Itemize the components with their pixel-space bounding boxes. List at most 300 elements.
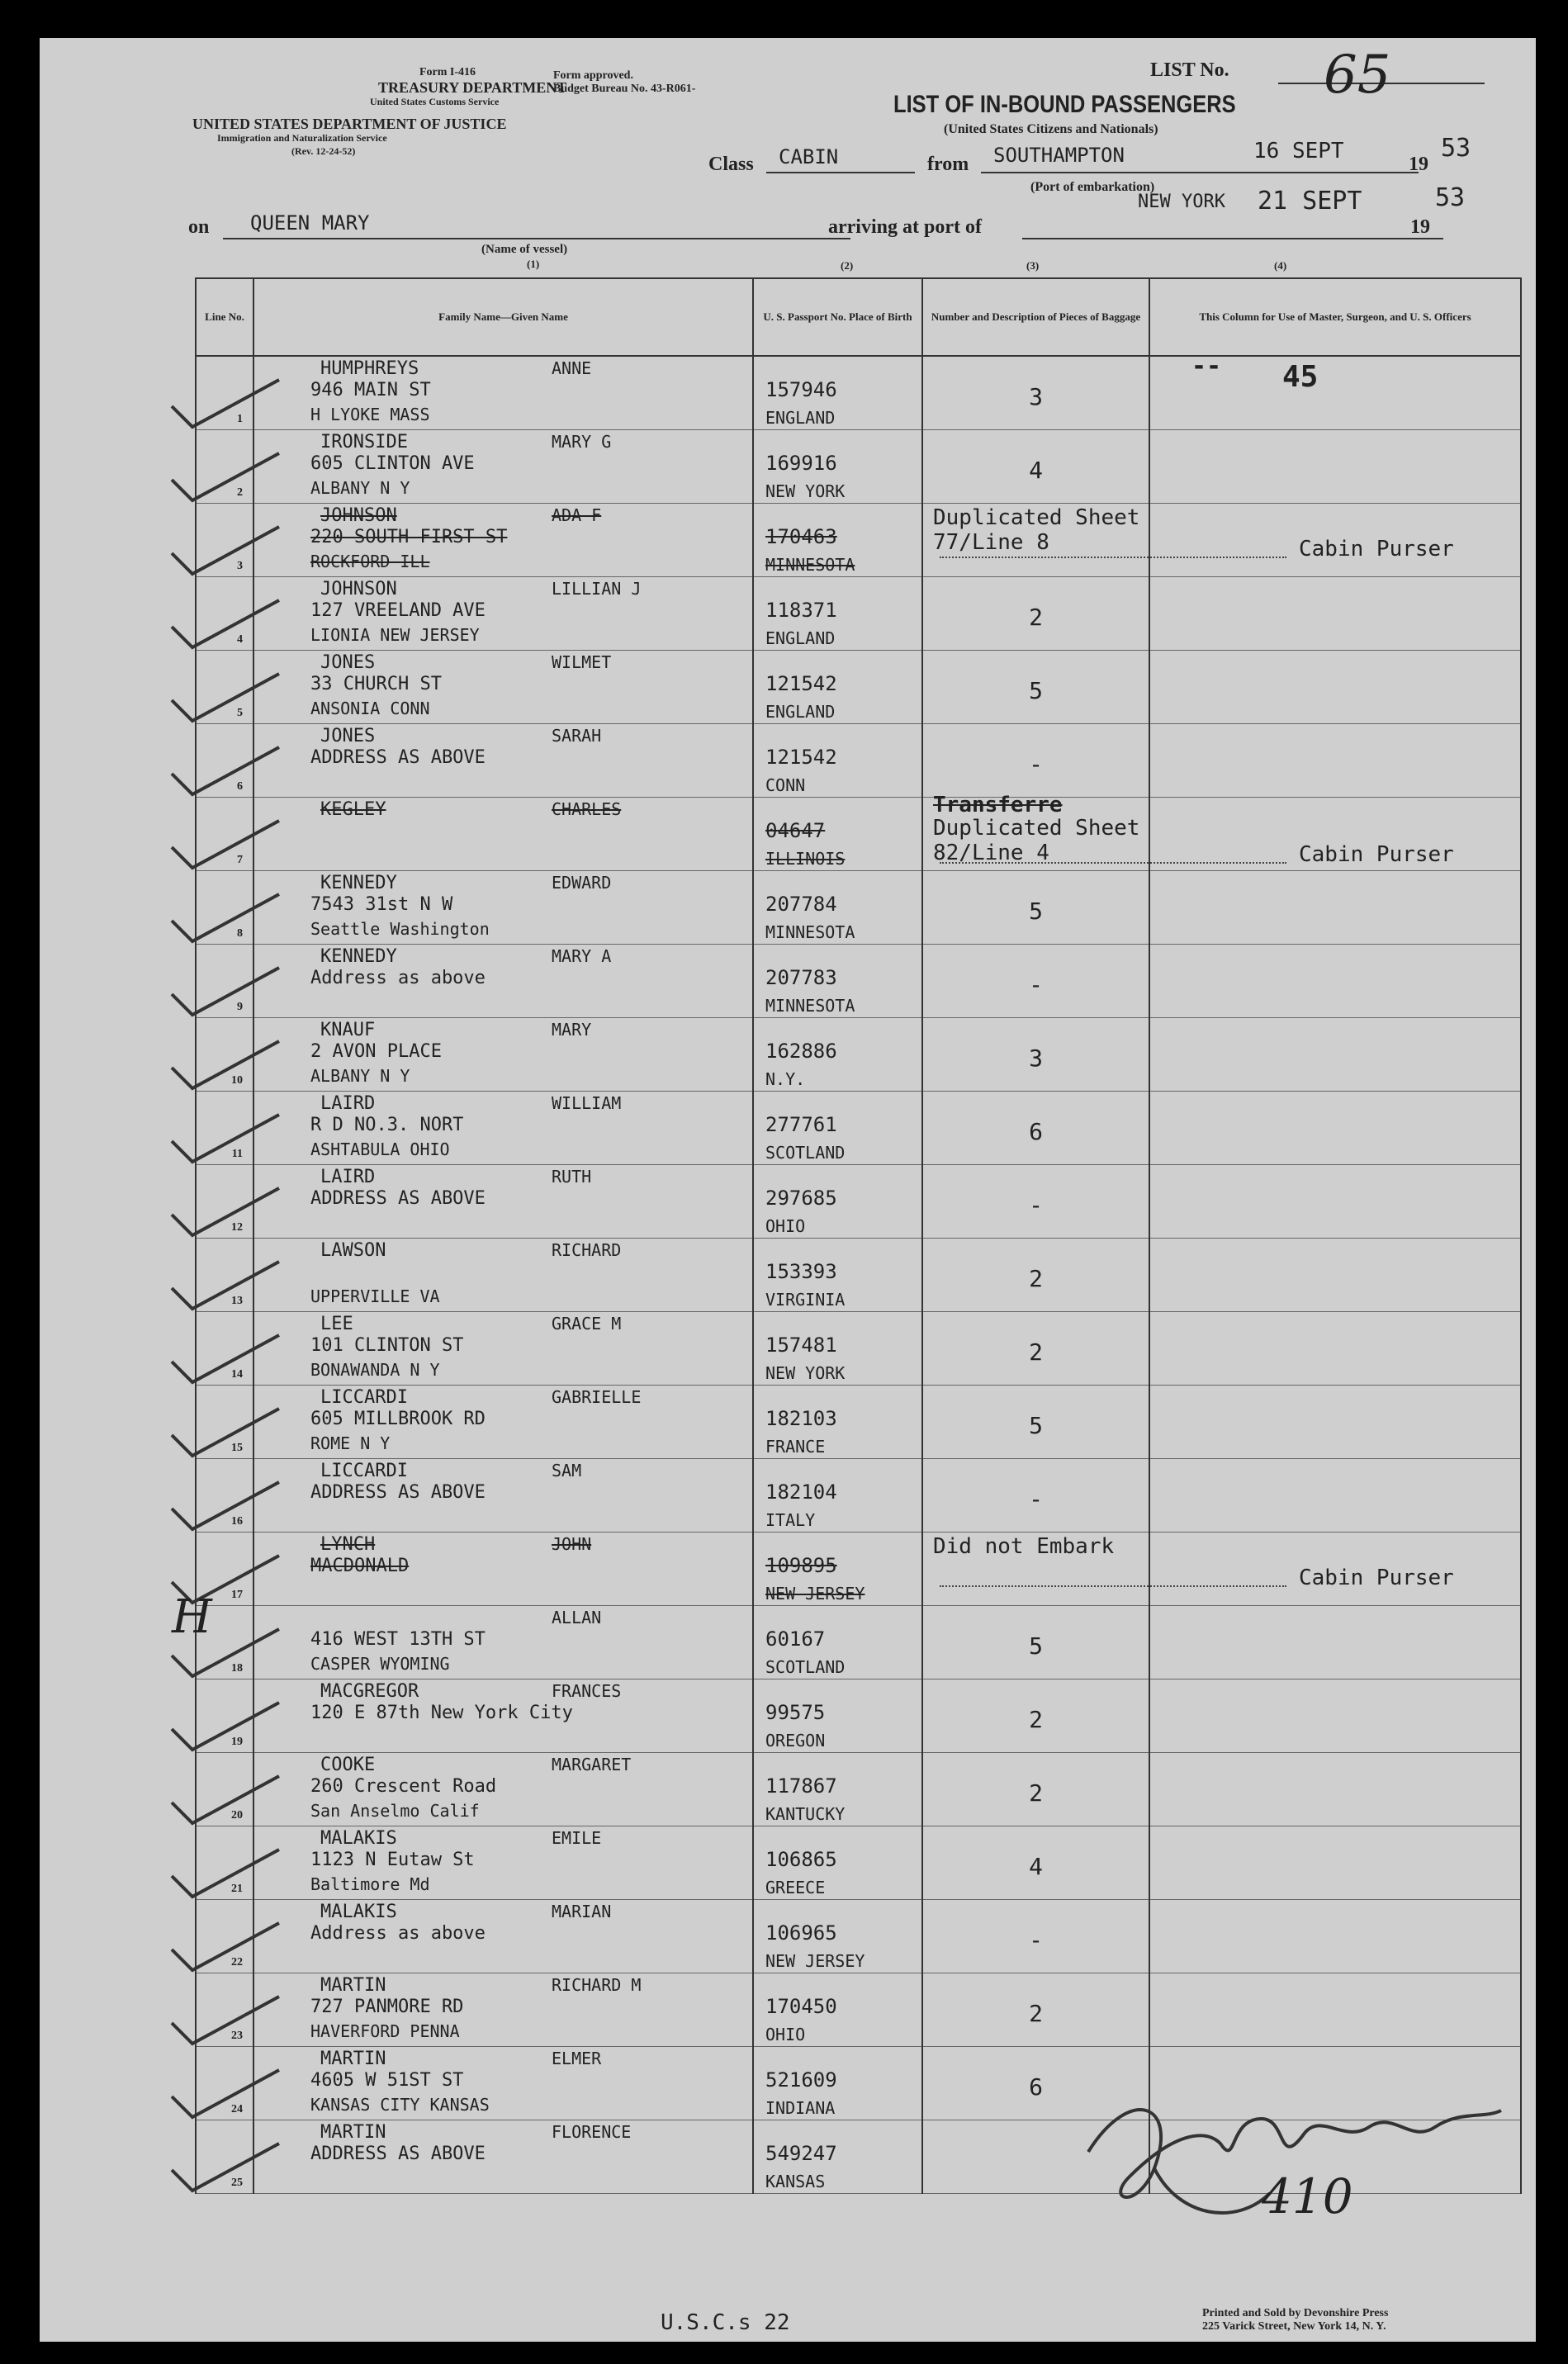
transfer-note: Transferre (933, 793, 1063, 817)
line-number: 15 (231, 1442, 243, 1454)
passport-number: 182104 (765, 1480, 837, 1504)
given-name: GRACE M (552, 1314, 622, 1334)
check-mark-icon (155, 1182, 287, 1239)
baggage-count: 5 (1029, 1632, 1043, 1660)
duplicate-note: Did not Embark (933, 1534, 1115, 1559)
officer-cell (1149, 871, 1521, 945)
table-row (196, 871, 1521, 945)
address-line-2: ROME N Y (310, 1433, 391, 1453)
officer-cell (1149, 1386, 1521, 1459)
baggage-count: - (1029, 1485, 1043, 1513)
check-mark-icon (155, 520, 287, 578)
on-label: on (188, 216, 210, 238)
baggage-count: 6 (1029, 2073, 1043, 2101)
given-name: RICHARD M (552, 1975, 642, 1995)
from-year: 53 (1441, 134, 1471, 163)
list-no-label: LIST No. (1150, 59, 1229, 81)
check-mark-icon (155, 1990, 287, 2048)
baggage-count: - (1029, 1926, 1043, 1954)
address-line-1: ADDRESS AS ABOVE (310, 747, 486, 768)
passport-cell (753, 1459, 922, 1533)
table-row (196, 651, 1521, 724)
passport-number: 549247 (765, 2142, 837, 2165)
baggage-cell (922, 1826, 1149, 1900)
check-mark-icon (155, 1035, 287, 1092)
given-name: CHARLES (552, 799, 622, 819)
table-row (196, 1312, 1521, 1386)
address-line-1: 127 VREELAND AVE (310, 600, 486, 621)
baggage-count: - (1029, 1191, 1043, 1219)
passport-number: 170463 (765, 525, 837, 548)
purser-note: Cabin Purser (1299, 1566, 1454, 1590)
name-cell (253, 1606, 753, 1679)
passport-number: 169916 (765, 452, 837, 475)
place-of-birth: ITALY (765, 1510, 816, 1530)
check-mark-icon (155, 2063, 287, 2121)
line-number: 16 (231, 1515, 243, 1528)
from-value: SOUTHAMPTON (993, 144, 1125, 167)
table-row (196, 1753, 1521, 1826)
vessel-caption-no: (1) (527, 258, 540, 270)
address-line-2: ALBANY N Y (310, 478, 410, 498)
printer-line-2: 225 Varick Street, New York 14, N. Y. (1202, 2320, 1386, 2333)
table-row (196, 1606, 1521, 1679)
officer-mark: -- (1191, 352, 1222, 381)
officer-cell (1149, 1092, 1521, 1165)
list-title: LIST OF IN-BOUND PASSENGERS (893, 91, 1236, 118)
place-of-birth: MINNESOTA (765, 555, 855, 575)
arrival-date: 21 SEPT (1258, 187, 1362, 216)
address-line-1: 727 PANMORE RD (310, 1997, 464, 2017)
arrival-line (1022, 238, 1443, 239)
given-name: FLORENCE (552, 2122, 632, 2142)
family-name: MARTIN (320, 2122, 386, 2143)
check-mark-icon (155, 961, 287, 1019)
line-number: 25 (231, 2177, 243, 2189)
check-mark-icon (155, 1255, 287, 1313)
given-name: MARIAN (552, 1902, 612, 1921)
table-row (196, 724, 1521, 798)
baggage-cell (922, 1165, 1149, 1239)
given-name: MARY A (552, 946, 612, 966)
officer-cell (1149, 724, 1521, 798)
address-line-1: 33 CHURCH ST (310, 674, 442, 694)
given-name: JOHN (552, 1534, 592, 1554)
family-name: COOKE (320, 1755, 376, 1775)
line-number: 10 (231, 1074, 243, 1087)
line-number: 12 (231, 1221, 243, 1234)
place-of-birth: CONN (765, 775, 806, 795)
baggage-count: 5 (1029, 1412, 1043, 1439)
name-cell (253, 724, 753, 798)
family-name: LEE (320, 1314, 353, 1334)
line-number: 23 (231, 2030, 243, 2042)
check-mark-icon (155, 888, 287, 945)
name-cell (253, 1533, 753, 1606)
address-line-1: 416 WEST 13TH ST (310, 1629, 486, 1650)
passport-cell (753, 1900, 922, 1973)
given-name: WILMET (552, 652, 612, 672)
name-cell (253, 430, 753, 504)
check-mark-icon (155, 814, 287, 872)
baggage-count: 2 (1029, 1265, 1043, 1292)
name-cell (253, 356, 753, 430)
duplicate-note: Duplicated Sheet 82/Line 4 (933, 816, 1140, 865)
passport-cell (753, 798, 922, 871)
passport-cell (753, 1092, 922, 1165)
given-name: MARGARET (552, 1755, 632, 1774)
officer-cell (1149, 1606, 1521, 1679)
table-row (196, 1973, 1521, 2047)
family-name: MARTIN (320, 2049, 386, 2069)
from-year-prefix: 19 (1409, 154, 1428, 175)
check-mark-icon (155, 447, 287, 505)
given-name: FRANCES (552, 1681, 622, 1701)
passport-cell (753, 871, 922, 945)
place-of-birth: NEW JERSEY (765, 1951, 865, 1971)
from-date: 16 SEPT (1253, 139, 1344, 163)
line-number: 3 (237, 560, 243, 572)
family-name: MALAKIS (320, 1902, 397, 1922)
officer-cell (1149, 651, 1521, 724)
baggage-count: 2 (1029, 1706, 1043, 1733)
family-name: LYNCH (320, 1534, 376, 1555)
passport-number: 153393 (765, 1260, 837, 1283)
place-of-birth: MINNESOTA (765, 996, 855, 1016)
passport-number: 277761 (765, 1113, 837, 1136)
address-line-1: 120 E 87th New York City (310, 1703, 573, 1723)
margin-mark: H (172, 1590, 212, 1644)
address-line-2: BONAWANDA N Y (310, 1360, 440, 1380)
baggage-cell (922, 1239, 1149, 1312)
given-name: WILLIAM (552, 1093, 622, 1113)
passport-number: 157946 (765, 378, 837, 401)
baggage-cell (922, 1386, 1149, 1459)
form-sheet (40, 38, 1536, 2342)
address-line-1: 605 MILLBROOK RD (310, 1409, 486, 1429)
passport-cell (753, 724, 922, 798)
address-line-1: Address as above (310, 1923, 486, 1944)
line-number: 1 (237, 413, 243, 425)
address-line-1: ADDRESS AS ABOVE (310, 1188, 486, 1209)
check-mark-icon (155, 373, 287, 431)
baggage-count: 2 (1029, 1779, 1043, 1807)
address-line-1: 101 CLINTON ST (310, 1335, 464, 1356)
place-of-birth: INDIANA (765, 2098, 836, 2118)
given-name: EMILE (552, 1828, 602, 1848)
line-number: 5 (237, 707, 243, 719)
officer-cell (1149, 430, 1521, 504)
officer-cell (1149, 1018, 1521, 1092)
place-of-birth: ENGLAND (765, 702, 836, 722)
printer-line-1: Printed and Sold by Devonshire Press (1202, 2307, 1389, 2319)
name-cell (253, 1165, 753, 1239)
signature-number: 410 (1262, 2168, 1353, 2224)
passport-cell (753, 356, 922, 430)
officer-cell (1149, 577, 1521, 651)
baggage-cell (922, 1312, 1149, 1386)
given-name: ELMER (552, 2049, 602, 2068)
place-of-birth: GREECE (765, 1878, 826, 1897)
officer-cell (1149, 945, 1521, 1018)
place-of-birth: VIRGINIA (765, 1290, 846, 1310)
family-name: KNAUF (320, 1020, 376, 1040)
col-number-2: (2) (841, 259, 854, 272)
check-mark-icon (155, 2137, 287, 2195)
name-cell (253, 871, 753, 945)
check-mark-icon (155, 1329, 287, 1386)
passport-cell (753, 577, 922, 651)
baggage-count: 2 (1029, 604, 1043, 631)
arrival-year: 53 (1435, 183, 1466, 212)
table-row (196, 945, 1521, 1018)
place-of-birth: NEW YORK (765, 481, 846, 501)
line-number: 13 (231, 1295, 243, 1307)
check-mark-icon (155, 1696, 287, 1754)
address-line-2: Baltimore Md (310, 1874, 430, 1894)
baggage-cell (922, 1606, 1149, 1679)
baggage-cell (922, 724, 1149, 798)
baggage-count: - (1029, 971, 1043, 998)
baggage-count: 4 (1029, 457, 1043, 484)
header-name: Family Name—Given Name (253, 278, 753, 356)
check-mark-icon (155, 1769, 287, 1827)
given-name: EDWARD (552, 873, 612, 893)
place-of-birth: FRANCE (765, 1437, 826, 1457)
list-no-value: 65 (1324, 45, 1391, 106)
baggage-cell (922, 1533, 1149, 1606)
line-number: 21 (231, 1883, 243, 1895)
address-line-1: 7543 31st N W (310, 894, 453, 915)
name-cell (253, 2047, 753, 2120)
class-label: Class (708, 154, 754, 175)
officer-cell (1149, 1165, 1521, 1239)
family-name: JONES (320, 726, 376, 746)
officer-cell (1149, 1973, 1521, 2047)
given-name: ADA F (552, 505, 602, 525)
passport-cell (753, 1165, 922, 1239)
arrival-port: NEW YORK (1138, 192, 1225, 212)
passport-cell (753, 945, 922, 1018)
passport-cell (753, 430, 922, 504)
passport-cell (753, 651, 922, 724)
address-line-2: Seattle Washington (310, 919, 490, 939)
baggage-count: 2 (1029, 1338, 1043, 1366)
arrival-year-prefix: 19 (1410, 216, 1430, 238)
line-number: 20 (231, 1809, 243, 1822)
name-cell (253, 577, 753, 651)
place-of-birth: ILLINOIS (765, 849, 846, 869)
baggage-count: 3 (1029, 1045, 1043, 1072)
place-of-birth: KANSAS (765, 2172, 826, 2191)
line-number: 18 (231, 1662, 243, 1675)
family-name: KENNEDY (320, 946, 397, 967)
header-officers: This Column for Use of Master, Surgeon, and U. S. Officers (1149, 278, 1521, 356)
line-number: 6 (237, 780, 243, 793)
place-of-birth: ENGLAND (765, 628, 836, 648)
line-number: 7 (237, 854, 243, 866)
name-cell (253, 1386, 753, 1459)
name-cell (253, 651, 753, 724)
passport-cell (753, 504, 922, 577)
address-line-2: ANSONIA CONN (310, 699, 430, 718)
passport-cell (753, 1826, 922, 1900)
col-number-4: (4) (1274, 259, 1287, 272)
passport-cell (753, 2047, 922, 2120)
family-name: MACGREGOR (320, 1681, 419, 1702)
officer-cell (1149, 1826, 1521, 1900)
col-number-3: (3) (1026, 259, 1040, 272)
from-line (981, 172, 1419, 173)
baggage-cell (922, 1753, 1149, 1826)
check-mark-icon (155, 667, 287, 725)
address-line-1: 4605 W 51ST ST (310, 2070, 464, 2091)
passport-number: 60167 (765, 1627, 826, 1651)
line-number: 14 (231, 1368, 243, 1381)
place-of-birth: MINNESOTA (765, 922, 855, 942)
officer-cell (1149, 1459, 1521, 1533)
family-name: LICCARDI (320, 1387, 408, 1408)
baggage-cell (922, 1092, 1149, 1165)
baggage-count: 6 (1029, 1118, 1043, 1145)
address-line-2: ASHTABULA OHIO (310, 1139, 450, 1159)
name-cell (253, 1679, 753, 1753)
place-of-birth: OHIO (765, 1216, 806, 1236)
address-line-1: 260 Crescent Road (310, 1776, 497, 1797)
officer-cell (1149, 1312, 1521, 1386)
place-of-birth: OREGON (765, 1731, 826, 1750)
check-mark-icon (155, 594, 287, 651)
baggage-count: - (1029, 751, 1043, 778)
check-mark-icon (155, 1916, 287, 1974)
name-cell (253, 1018, 753, 1092)
passport-number: 99575 (765, 1701, 826, 1724)
family-name: LAIRD (320, 1093, 376, 1114)
officer-cell (1149, 798, 1521, 871)
place-of-birth: NEW YORK (765, 1363, 846, 1383)
officer-cell (1149, 1679, 1521, 1753)
given-name: RUTH (552, 1167, 592, 1187)
baggage-count: 2 (1029, 2000, 1043, 2027)
family-name: LAWSON (320, 1240, 386, 1261)
check-mark-icon (155, 1402, 287, 1460)
address-line-1: 220 SOUTH FIRST ST (310, 527, 508, 547)
budget-bureau: Budget Bureau No. 43-R061- (553, 83, 696, 95)
baggage-cell (922, 1018, 1149, 1092)
table-row (196, 1018, 1521, 1092)
table-row (196, 1679, 1521, 1753)
place-of-birth: KANTUCKY (765, 1804, 846, 1824)
address-line-1: 2 AVON PLACE (310, 1041, 442, 1062)
table-row (196, 798, 1521, 871)
check-mark-icon (155, 1108, 287, 1166)
line-number: 19 (231, 1736, 243, 1748)
baggage-cell (922, 1679, 1149, 1753)
address-line-1: 605 CLINTON AVE (310, 453, 475, 474)
place-of-birth: NEW JERSEY (765, 1584, 865, 1604)
address-line-1: ADDRESS AS ABOVE (310, 1482, 486, 1503)
name-cell (253, 2120, 753, 2194)
form-approved: Form approved. (553, 69, 633, 82)
passport-cell (753, 2120, 922, 2194)
name-cell (253, 1973, 753, 2047)
baggage-cell (922, 356, 1149, 430)
duplicate-note: Duplicated Sheet 77/Line 8 (933, 505, 1140, 555)
table-row (196, 1826, 1521, 1900)
baggage-cell (922, 430, 1149, 504)
baggage-cell (922, 1459, 1149, 1533)
given-name: MARY G (552, 432, 612, 452)
passport-cell (753, 1606, 922, 1679)
header-baggage: Number and Description of Pieces of Baggage (922, 278, 1149, 356)
passport-number: 207784 (765, 893, 837, 916)
baggage-count: 5 (1029, 677, 1043, 704)
from-label: from (927, 154, 969, 175)
passport-cell (753, 1533, 922, 1606)
baggage-count: 5 (1029, 898, 1043, 925)
passport-cell (753, 1753, 922, 1826)
name-cell (253, 1459, 753, 1533)
class-line (766, 172, 915, 173)
passport-number: 106965 (765, 1921, 837, 1945)
treasury-dept: TREASURY DEPARTMENT (378, 79, 567, 96)
given-name: LILLIAN J (552, 579, 642, 599)
address-line-2: LIONIA NEW JERSEY (310, 625, 480, 645)
baggage-cell (922, 793, 1149, 871)
line-number: 9 (237, 1001, 243, 1013)
address-line-2: ALBANY N Y (310, 1066, 410, 1086)
table-row (196, 1165, 1521, 1239)
place-of-birth: SCOTLAND (765, 1143, 846, 1163)
passport-number: 162886 (765, 1040, 837, 1063)
officer-count: 45 (1282, 360, 1319, 394)
place-of-birth: N.Y. (765, 1069, 806, 1089)
line-number: 22 (231, 1956, 243, 1968)
passport-cell (753, 1018, 922, 1092)
passport-number: 207783 (765, 966, 837, 989)
officer-cell (1149, 1533, 1521, 1606)
officer-cell (1149, 1900, 1521, 1973)
line-number: 11 (231, 1148, 243, 1160)
baggage-count: 3 (1029, 383, 1043, 410)
baggage-cell (922, 945, 1149, 1018)
given-name: SAM (552, 1461, 582, 1480)
line-number: 4 (237, 633, 243, 646)
address-line-2: KANSAS CITY KANSAS (310, 2095, 490, 2115)
baggage-cell (922, 651, 1149, 724)
baggage-cell (922, 577, 1149, 651)
family-name: JONES (320, 652, 376, 673)
ins-heading: Immigration and Naturalization Service (217, 132, 387, 144)
name-cell (253, 1826, 753, 1900)
revision-date: (Rev. 12-24-52) (291, 145, 356, 157)
check-mark-icon (155, 741, 287, 798)
table-row (196, 1900, 1521, 1973)
passport-number: 121542 (765, 746, 837, 769)
address-line-2: CASPER WYOMING (310, 1654, 450, 1674)
given-name: GABRIELLE (552, 1387, 642, 1407)
table-row (196, 577, 1521, 651)
passport-number: 157481 (765, 1334, 837, 1357)
line-number: 17 (231, 1589, 243, 1601)
table-row (196, 1092, 1521, 1165)
table-row (196, 430, 1521, 504)
address-line-2: H LYOKE MASS (310, 405, 430, 424)
line-number: 8 (237, 927, 243, 940)
given-name: MARY (552, 1020, 592, 1040)
address-line-1: ADDRESS AS ABOVE (310, 2144, 486, 2164)
address-line-2: San Anselmo Calif (310, 1801, 480, 1821)
